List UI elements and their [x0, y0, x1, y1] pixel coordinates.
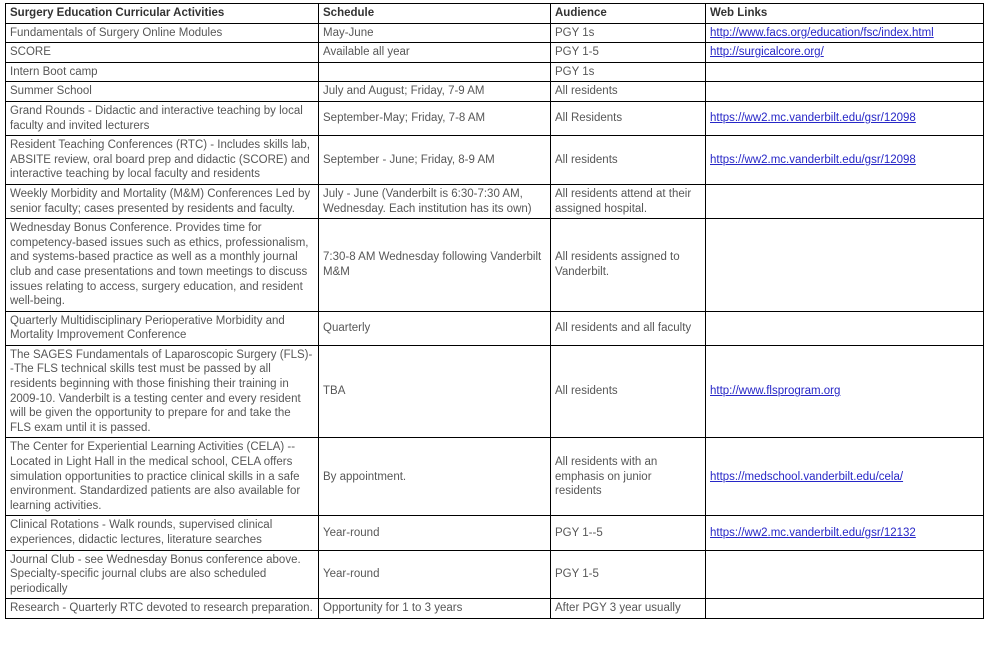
table-row: [6, 219, 984, 312]
web-link[interactable]: http://surgicalcore.org/: [710, 46, 824, 59]
cell-activity: Grand Rounds - Didactic and interactive teaching by local faculty and invited lecturers: [6, 101, 319, 135]
cell-web-link: [706, 184, 984, 218]
cell-schedule: May-June: [319, 23, 551, 43]
cell-activity: Summer School: [6, 82, 319, 102]
cell-schedule: September - June; Friday, 8-9 AM: [319, 136, 551, 185]
cell-schedule: 7:30-8 AM Wednesday following Vanderbilt M&M: [319, 219, 551, 312]
cell-audience: All residents: [551, 345, 706, 438]
cell-audience: PGY 1-5: [551, 550, 706, 599]
column-header-activity: Surgery Education Curricular Activities: [6, 4, 319, 24]
table-row: [6, 184, 984, 218]
cell-audience: All Residents: [551, 101, 706, 135]
table-row: [6, 62, 984, 82]
cell-audience: PGY 1-5: [551, 43, 706, 63]
cell-web-link: [706, 62, 984, 82]
cell-audience: PGY 1s: [551, 23, 706, 43]
cell-audience: All residents: [551, 82, 706, 102]
cell-activity: SCORE: [6, 43, 319, 63]
table-row: [6, 82, 984, 102]
cell-web-link: [706, 136, 984, 185]
web-link[interactable]: https://ww2.mc.vanderbilt.edu/gsr/12098: [710, 112, 916, 125]
table-header: [6, 4, 984, 24]
cell-web-link: [706, 82, 984, 102]
cell-schedule: Available all year: [319, 43, 551, 63]
cell-audience: After PGY 3 year usually: [551, 599, 706, 619]
table-row: [6, 550, 984, 599]
table-row: [6, 136, 984, 185]
cell-audience: PGY 1--5: [551, 516, 706, 550]
cell-audience: All residents: [551, 136, 706, 185]
cell-schedule: July - June (Vanderbilt is 6:30-7:30 AM, Wednesday. Each institution has its own): [319, 184, 551, 218]
cell-audience: All residents assigned to Vanderbilt.: [551, 219, 706, 312]
cell-activity: Clinical Rotations - Walk rounds, supervised clinical experiences, didactic lectures, literature searches: [6, 516, 319, 550]
table-row: [6, 311, 984, 345]
table-row: [6, 101, 984, 135]
cell-activity: Fundamentals of Surgery Online Modules: [6, 23, 319, 43]
cell-schedule: Year-round: [319, 516, 551, 550]
column-header-links: Web Links: [706, 4, 984, 24]
cell-audience: All residents and all faculty: [551, 311, 706, 345]
cell-web-link: [706, 23, 984, 43]
cell-activity: The SAGES Fundamentals of Laparoscopic Surgery (FLS)--The FLS technical skills test must be passed by all residents beginning with those finishing their training in 2009-10. Vanderbilt is a testing center and every resident will be given the opportunity to prepare for and take the FLS exam until it is passed.: [6, 345, 319, 438]
cell-web-link: [706, 550, 984, 599]
table-row: [6, 43, 984, 63]
cell-web-link: [706, 43, 984, 63]
table-row: [6, 516, 984, 550]
cell-schedule: Quarterly: [319, 311, 551, 345]
cell-activity: Quarterly Multidisciplinary Perioperative Morbidity and Mortality Improvement Conference: [6, 311, 319, 345]
table-header-row: [6, 4, 984, 24]
web-link[interactable]: http://www.flsprogram.org: [710, 385, 841, 398]
cell-activity: Intern Boot camp: [6, 62, 319, 82]
cell-web-link: [706, 219, 984, 312]
cell-schedule: Opportunity for 1 to 3 years: [319, 599, 551, 619]
cell-activity: Research - Quarterly RTC devoted to research preparation.: [6, 599, 319, 619]
web-link[interactable]: https://ww2.mc.vanderbilt.edu/gsr/12098: [710, 153, 916, 166]
cell-schedule: By appointment.: [319, 438, 551, 516]
cell-activity: Wednesday Bonus Conference. Provides time for competency-based issues such as ethics, professionalism, and systems-based practice as well as a monthly journal club and case presentations and town meetings to discuss issues relating to access, surgery education, and resident well-being.: [6, 219, 319, 312]
cell-activity: The Center for Experiential Learning Activities (CELA) -- Located in Light Hall in the medical school, CELA offers simulation opportunities to practice clinical skills in a safe environment. Standardized patients are also available for learning activities.: [6, 438, 319, 516]
table-row: [6, 438, 984, 516]
web-link[interactable]: https://medschool.vanderbilt.edu/cela/: [710, 470, 904, 483]
table-body: [6, 23, 984, 618]
table-row: [6, 345, 984, 438]
web-link[interactable]: https://ww2.mc.vanderbilt.edu/gsr/12132: [710, 526, 916, 539]
cell-schedule: July and August; Friday, 7-9 AM: [319, 82, 551, 102]
curriculum-table-container: [5, 3, 983, 619]
cell-web-link: [706, 311, 984, 345]
cell-activity: Weekly Morbidity and Mortality (M&M) Conferences Led by senior faculty; cases presented by residents and faculty.: [6, 184, 319, 218]
curriculum-table: [5, 3, 984, 619]
cell-schedule: September-May; Friday, 7-8 AM: [319, 101, 551, 135]
column-header-audience: Audience: [551, 4, 706, 24]
column-header-schedule: Schedule: [319, 4, 551, 24]
cell-web-link: [706, 438, 984, 516]
cell-audience: PGY 1s: [551, 62, 706, 82]
cell-schedule: TBA: [319, 345, 551, 438]
web-link[interactable]: http://www.facs.org/education/fsc/index.html: [710, 26, 934, 39]
cell-activity: Resident Teaching Conferences (RTC) - Includes skills lab, ABSITE review, oral board prep and didactic (SCORE) and interactive teaching by local faculty and residents: [6, 136, 319, 185]
cell-web-link: [706, 599, 984, 619]
table-row: [6, 599, 984, 619]
cell-web-link: [706, 516, 984, 550]
table-row: [6, 23, 984, 43]
cell-web-link: [706, 101, 984, 135]
cell-schedule: [319, 62, 551, 82]
cell-activity: Journal Club - see Wednesday Bonus conference above. Specialty-specific journal clubs are also scheduled periodically: [6, 550, 319, 599]
cell-audience: All residents with an emphasis on junior residents: [551, 438, 706, 516]
cell-web-link: [706, 345, 984, 438]
cell-audience: All residents attend at their assigned hospital.: [551, 184, 706, 218]
cell-schedule: Year-round: [319, 550, 551, 599]
